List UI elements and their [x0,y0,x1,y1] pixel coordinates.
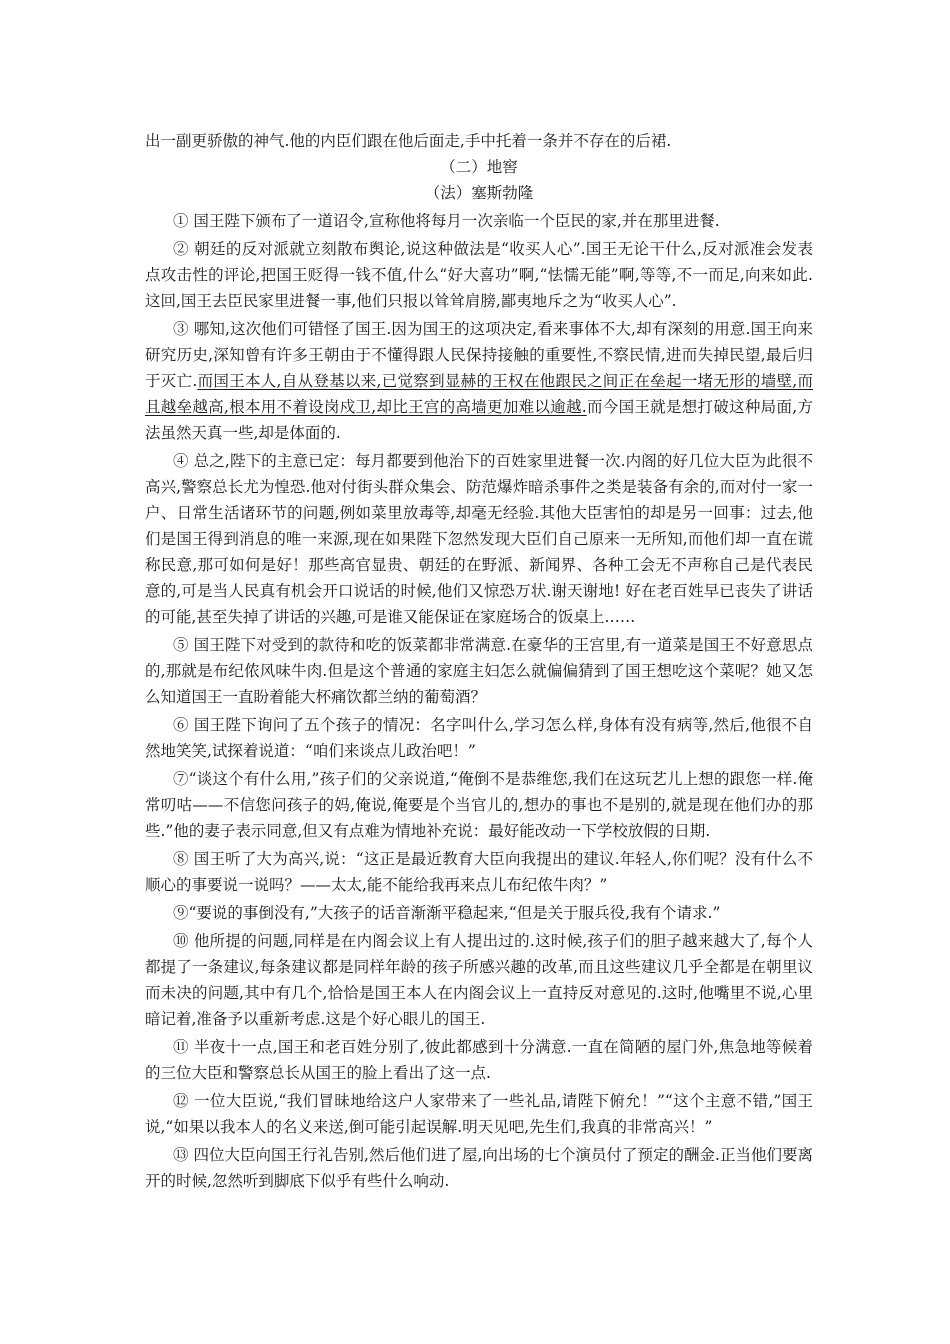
paragraph-8 [145,846,813,898]
paragraph-9 [145,900,813,926]
paragraph-8-text: ⑧ 国王听了大为高兴,说：“这正是最近教育大臣向我提出的建议.年轻人,你们呢？没有什么不顺心的事要说一说吗？——太太,能不能给我再来点儿布纪侬牛肉？” [145,850,813,894]
paragraph-4-text: ④ 总之,陛下的主意已定：每月都要到他治下的百姓家里进餐一次.内阁的好几位大臣为此很不高兴,警察总长尤为惶恐.他对付街头群众集会、防范爆炸暗杀事件之类是装备有余的,而对付一家一户、日常生活诸环节的问题,例如菜里放毒等,却毫无经验.其他大臣害怕的却是另一回事：过去,他们是国王得到消息的唯一来源,现在如果陛下忽然发现大臣们自己原来一无所知,而他们却一直在谎称民意,那可如何是好！那些高官显贵、朝廷的在野派、新闻界、各种工会无不声称自己是代表民意的,可是当人民真有机会开口说话的时候,他们又惊恐万状.谢天谢地! 好在老百姓早已丧失了讲话的可能,甚至失掉了讲话的兴趣,可是谁又能保证在家庭场合的饭桌上…… [145,452,813,626]
paragraph-6 [145,712,813,764]
paragraph-12-text: ⑫ 一位大臣说,“我们冒昧地给这户人家带来了一些礼品,请陛下俯允！”“这个主意不错,”国王说,“如果以我本人的名义来送,倒可能引起误解.明天见吧,先生们,我真的非常高兴！” [145,1092,813,1136]
paragraph-2 [145,236,813,314]
paragraph-9-text: ⑨“要说的事倒没有,”大孩子的话音渐渐平稳起来,“但是关于服兵役,我有个请求.” [173,904,721,922]
paragraph-11-text: ⑪ 半夜十一点,国王和老百姓分别了,彼此都感到十分满意.一直在简陋的屋门外,焦急地等候着的三位大臣和警察总长从国王的脸上看出了这一点. [145,1038,813,1082]
paragraph-13-text: ⑬ 四位大臣向国王行礼告别,然后他们进了屋,向出场的七个演员付了预定的酬金.正当他们要离开的时候,忽然听到脚底下似乎有些什么响动. [145,1146,813,1190]
paragraph-3-text-before: ③ 哪知,这次他们可错怪了国王.因为国王的这项决定,看来事体不大,却有深刻的用意.国王向来研究历史,深知曾有许多王朝由于不懂得跟人民保持接触的重要性,不察民情,进而失掉民望,最后归于灭亡. [145,320,813,390]
paragraph-3-underlined-sentence: 而国王本人,自从登基以来,已觉察到显赫的王权在他跟民之间正在垒起一堵无形的墙壁,而且越垒越高,根本用不着设岗戍卫,却比王宫的高墙更加难以逾越. [145,372,813,416]
intro-line: 出一副更骄傲的神气.他的内臣们跟在他后面走,手中托着一条并不存在的后裙. [145,132,672,150]
paragraph-1-text: ① 国王陛下颁布了一道诏令,宣称他将每月一次亲临一个臣民的家,并在那里进餐. [173,212,720,230]
paragraph-2-text: ② 朝廷的反对派就立刻散布舆论,说这种做法是“收买人心”.国王无论干什么,反对派准会发表点攻击性的评论,把国王贬得一钱不值,什么“好大喜功”啊,“怯懦无能”啊,等等,不一而足,向来如此.这回,国王去臣民家里进餐一事,他们只报以耸耸肩膀,鄙夷地斥之为“收买人心”. [145,240,813,310]
paragraph-13 [145,1142,813,1194]
paragraph-7 [145,766,813,844]
article-author: （法）塞斯勃隆 [424,184,534,202]
paragraph-5 [145,632,813,710]
paragraph-10 [145,928,813,1032]
paragraph-6-text: ⑥ 国王陛下询问了五个孩子的情况：名字叫什么,学习怎么样,身体有没有病等,然后,他很不自然地笑笑,试探着说道：“咱们来谈点儿政治吧！” [145,716,813,760]
paragraph-11 [145,1034,813,1086]
paragraph-7-text: ⑦“谈这个有什么用,”孩子们的父亲说道,“俺倒不是恭维您,我们在这玩艺儿上想的跟您一样.俺常叨咕——不信您问孩子的妈,俺说,俺要是个当官儿的,想办的事也不是别的,就是现在他们办的那些.”他的妻子表示同意,但又有点难为情地补充说：最好能改动一下学校放假的日期. [145,770,813,840]
paragraph-3 [145,316,813,446]
paragraph-12 [145,1088,813,1140]
document-page [145,128,813,1194]
paragraph-3-text-after: 而今国王就是想打破这种局面,方法虽然天真一些,却是体面的. [145,398,813,442]
paragraph-1 [145,208,813,234]
paragraph-5-text: ⑤ 国王陛下对受到的款待和吃的饭菜都非常满意.在豪华的王宫里,有一道菜是国王不好意思点的,那就是布纪侬风味牛肉.但是这个普通的家庭主妇怎么就偏偏猜到了国王想吃这个菜呢？她又怎么知道国王一直盼着能大杯痛饮都兰纳的葡萄酒？ [145,636,813,706]
paragraph-4 [145,448,813,630]
article-title: （二）地窖 [440,158,518,176]
paragraph-10-text: ⑩ 他所提的问题,同样是在内阁会议上有人提出过的.这时候,孩子们的胆子越来越大了,每个人都提了一条建议,每条建议都是同样年龄的孩子所感兴趣的改革,而且这些建议几乎全都是在朝里议而未决的问题,其中有几个,恰恰是国王本人在内阁会议上一直持反对意见的.这时,他嘴里不说,心里暗记着,准备予以重新考虑.这是个好心眼儿的国王. [145,932,813,1028]
